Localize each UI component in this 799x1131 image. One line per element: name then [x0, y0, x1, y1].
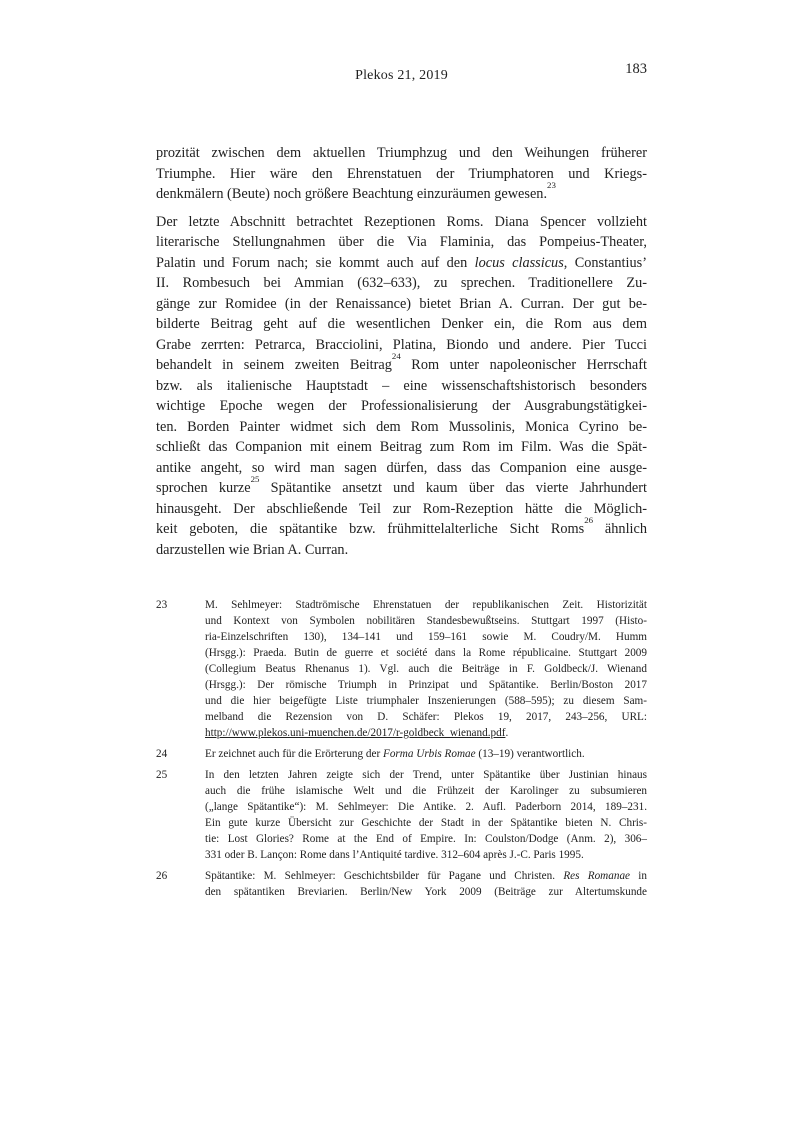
footnote-ref: 25 [250, 474, 260, 485]
text-segment: II. Rombesuch bei Ammian (632–633), zu sprechen. Traditionellere Zu- [156, 275, 647, 291]
text-segment: , Constantius’ [563, 254, 647, 271]
text-segment: M. Sehlmeyer: Stadtrömische Ehrenstatuen der republikanischen Zeit. Historizität [205, 599, 647, 611]
text-segment: melband die Rezension von D. Schäfer: Plekos 19, 2017, 243–256, URL: [205, 711, 647, 723]
text-line [156, 540, 647, 561]
text-segment: Triumphe. Hier wäre den Ehrenstatuen der Triumphatoren und Kriegs- [156, 165, 647, 182]
text-segment: bilderte Beitrag geht auf die wesentlichen Denker ein, die Rom aus dem [156, 316, 647, 332]
text-line [205, 884, 647, 900]
text-line [156, 458, 647, 479]
footnote [156, 868, 647, 900]
footnote-text [205, 746, 647, 762]
footnote-text [205, 868, 647, 900]
text-segment: prozität zwischen dem aktuellen Triumphzug und den Weihungen früherer [156, 145, 647, 161]
footnotes-section [156, 597, 647, 905]
text-segment: und Kontext von Symbolen nobilitären Standesbewußtseins. Stuttgart 1997 (Histo- [205, 615, 647, 627]
text-line [156, 143, 647, 164]
text-line [156, 314, 647, 335]
footnote-text [205, 767, 647, 863]
page-number: 183 [625, 61, 647, 77]
text-segment: (Hrsgg.): Praeda. Butin de guerre et société dans la Rome républicaine. Stuttgart 2009 [205, 647, 647, 659]
text-line [205, 693, 647, 709]
paragraph [156, 212, 647, 561]
text-segment: darzustellen wie Brian A. Curran. [156, 541, 349, 558]
hyperlink[interactable]: http://www.plekos.uni-muenchen.de/2017/r-goldbeck_wienand.pdf [205, 727, 506, 739]
text-segment: ten. Borden Painter widmet sich dem Rom Mussolinis, Monica Cyrino be- [156, 418, 647, 435]
footnote-ref: 24 [391, 351, 401, 362]
text-segment: Spätantike: M. Sehlmeyer: Geschichtsbilder für Pagane und Christen. [205, 870, 564, 882]
footnote-number: 25 [156, 769, 168, 781]
text-line [205, 725, 647, 741]
text-line [205, 831, 647, 847]
footnote [156, 746, 647, 762]
text-segment: Er zeichnet auch für die Erörterung der [205, 748, 383, 760]
text-segment: denkmälern (Beute) noch größere Beachtung einzuräumen gewesen. [156, 186, 548, 202]
text-segment: hinausgeht. Der abschließende Teil zur Rom-Rezeption hätte die Möglich- [156, 500, 647, 517]
text-segment: 331 oder B. Lançon: Rome dans l’Antiquité tardive. 312–604 après J.-C. Paris 1995. [205, 849, 584, 861]
text-line [205, 783, 647, 799]
text-line [205, 661, 647, 677]
text-segment: („lange Spätantike“): M. Sehlmeyer: Die Antike. 2. Aufl. Paderborn 2014, 189–231. [205, 801, 647, 813]
text-line [156, 417, 647, 438]
text-segment: Palatin und Forum nach; sie kommt auch auf den [156, 254, 475, 271]
body-text [156, 143, 647, 567]
text-segment: und die hier beigefügte Liste triumphaler Inszenierungen (588–595); zu diesem Sam- [205, 695, 647, 707]
text-segment: . [505, 727, 509, 739]
text-line [156, 212, 647, 233]
text-segment: Der letzte Abschnitt betrachtet Rezeptionen Roms. Diana Spencer vollzieht [156, 213, 647, 230]
running-header: Plekos 21, 2019 [355, 68, 448, 83]
text-segment: antike angeht, so wird man sagen dürfen, dass das Companion eine ausge- [156, 459, 647, 476]
text-segment: literarische Stellungnahmen über die Via Flaminia, das Pompeius-Theater, [156, 234, 647, 250]
text-line [156, 396, 647, 417]
text-line [156, 253, 647, 274]
footnote [156, 597, 647, 741]
footnote-text [205, 597, 647, 741]
text-segment: Spätantike ansetzt und kaum über das vierte Jahrhundert [259, 480, 648, 496]
text-segment: behandelt in seinem zweiten Beitrag [156, 357, 392, 373]
text-line [205, 767, 647, 783]
text-line [205, 799, 647, 815]
text-line [156, 351, 647, 376]
text-segment: keit geboten, die spätantike bzw. frühmittelalterliche Sicht Roms [156, 521, 585, 537]
text-line [156, 164, 647, 185]
text-line [205, 677, 647, 693]
text-segment: (Hrsgg.): Der römische Triumph in Prinzipat und Spätantike. Berlin/Boston 2017 [205, 679, 647, 691]
text-line [205, 597, 647, 613]
footnote-ref: 26 [584, 515, 594, 526]
text-line [205, 645, 647, 661]
text-segment: wichtige Epoche wegen der Professionalisierung der Ausgrabungstätigkei- [156, 398, 647, 414]
text-line [205, 847, 647, 863]
text-segment: schließt das Companion mit einem Beitrag zum Rom im Film. Was die Spät- [156, 439, 647, 455]
footnote-number: 24 [156, 748, 168, 760]
text-segment: ria-Einzelschriften 130), 134–141 und 159–161 sowie M. Coudry/M. Humm [205, 631, 647, 643]
text-line [205, 868, 647, 884]
text-segment: auch die frühe islamische Welt und die Frühzeit der Karolinger zu subsumieren [205, 785, 647, 797]
text-line [205, 613, 647, 629]
text-segment: Ein gute kurze Übersicht zur Geschichte der Stadt in der Spätantike bieten N. Chris- [205, 817, 647, 829]
text-segment: (Collegium Beatus Rhenanus 1). Vgl. auch die Beiträge in F. Goldbeck/J. Wienand [205, 663, 647, 675]
text-segment: den spätantiken Breviarien. Berlin/New York 2009 (Beiträge zur Altertumskunde [205, 886, 647, 898]
footnote-number: 26 [156, 870, 168, 882]
text-segment: bzw. als italienische Hauptstadt – eine wissenschaftshistorisch besonders [156, 377, 647, 394]
text-line [156, 515, 648, 540]
text-segment: In den letzten Jahren zeigte sich der Trend, unter Spätantike über Justinian hinaus [205, 769, 647, 781]
text-segment: Rom unter napoleonischer Herrschaft [400, 357, 647, 373]
text-segment: Forma Urbis Romae [382, 748, 476, 760]
text-line [156, 180, 647, 205]
text-segment: ähnlich [593, 521, 648, 537]
text-segment: sprochen kurze [156, 480, 251, 496]
text-line [156, 499, 647, 520]
text-segment: Res Romanae [563, 870, 631, 882]
text-line [156, 376, 647, 397]
text-line [205, 815, 647, 831]
text-line [205, 629, 647, 645]
text-line [156, 437, 647, 458]
footnote-ref: 23 [547, 180, 556, 191]
text-segment: locus classicus [474, 254, 564, 271]
text-line [205, 746, 647, 762]
text-line [156, 273, 647, 294]
footnote-number: 23 [156, 599, 168, 611]
text-line [156, 232, 647, 253]
text-segment: in [630, 870, 647, 882]
footnote [156, 767, 647, 863]
text-segment: gänge zur Romidee (in der Renaissance) bietet Brian A. Curran. Der gut be- [156, 295, 647, 312]
text-line [156, 474, 648, 499]
text-line [156, 294, 647, 315]
paragraph [156, 143, 647, 205]
text-segment: (13–19) verantwortlich. [475, 748, 585, 760]
text-segment: Grabe zerrten: Petrarca, Bracciolini, Platina, Biondo und andere. Pier Tucci [156, 336, 647, 353]
text-segment: tie: Lost Glories? Rome at the End of Empire. In: Coulston/Dodge (Anm. 2), 306– [205, 833, 647, 845]
text-line [156, 335, 647, 356]
text-line [205, 709, 647, 725]
